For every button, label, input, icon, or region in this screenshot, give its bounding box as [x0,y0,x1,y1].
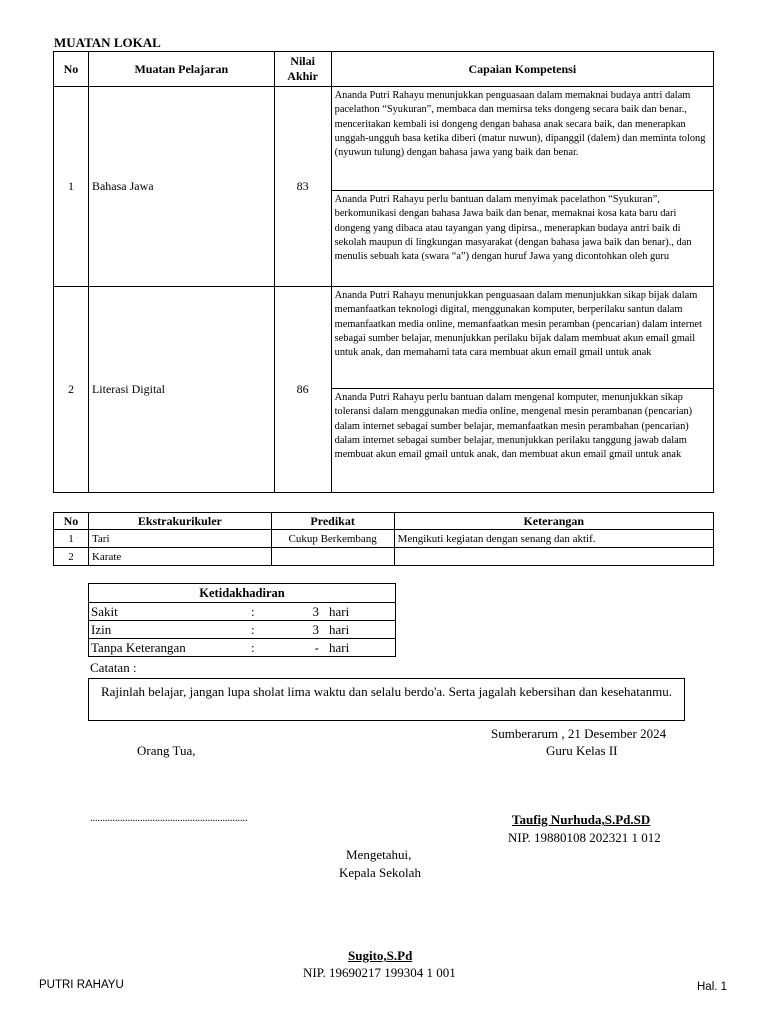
competency-achieved: Ananda Putri Rahayu menunjukkan penguasaan dalam memaknai budaya antri dalam pacelathon “Syukuran”, membaca dan memirsa teks dongeng secara baik dan benar., menceritakan kembali isi dongeng dengan bahasa anak secara baik, dan menerapkan unggah-ungguh basa ketika diberi (matur nuwun), dipanggil (dalem) dan meminta tolong (nyuwun tulung) dengan bahasa jawa yang baik dan benar. [331,87,713,191]
acknowledged-label: Mengetahui, [346,847,412,862]
teacher-label: Guru Kelas II [546,743,618,758]
teacher-nip: NIP. 19880108 202321 1 012 [508,830,661,845]
table-row [54,530,714,548]
row-score: 83 [274,87,331,287]
notes-box: Rajinlah belajar, jangan lupa sholat lima waktu dan selalu berdo'a. Serta jagalah kebersihan dan kesehatanmu. [88,678,685,721]
principal-nip: NIP. 19690217 199304 1 001 [303,965,456,980]
table-row [54,87,714,191]
absence-header [89,584,396,603]
principal-name: Sugito,S.Pd [348,948,413,963]
competency-achieved: Ananda Putri Rahayu menunjukkan penguasaan dalam menunjukkan sikap bijak dalam memanfaatkan teknologi digital, menggunakan komputer, berperilaku santun dalam memanfaatkan media online, memanfaatkan mesin peramban (pencarian) dalam internet sebagai sumber belajar, menunjukkan perilaku bijak dalam membuat akun email gmail untuk anak, dan memahami tata cara membuat akun email gmail untuk anak [331,287,713,389]
header-no: No [54,52,89,87]
absence-colon: : [251,639,269,657]
extra-no: 2 [54,548,89,566]
header-extracurricular: Ekstrakurikuler [88,513,271,530]
subjects-table [53,51,714,493]
footer-student-name: PUTRI RAHAYU [39,979,124,991]
row-score: 86 [274,287,331,493]
parent-signature-line: ............................................................... [90,813,248,824]
principal-label: Kepala Sekolah [339,865,421,880]
absence-colon: : [251,603,269,621]
header-subject: Muatan Pelajaran [88,52,274,87]
extra-no: 1 [54,530,89,548]
absence-row [89,603,396,621]
absence-unit: hari [323,621,396,639]
extra-predicate [271,548,394,566]
absence-row [89,639,396,657]
extra-note: Mengikuti kegiatan dengan senang dan aktif. [394,530,713,548]
competency-needs-help: Ananda Putri Rahayu perlu bantuan dalam menyimak pacelathon “Syukuran”, berkomunikasi dengan bahasa Jawa baik dan benar, memaknai kosa kata baru dari dongeng yang dibaca atau tayangan yang dipirsa., menerapkan budaya antri baik di sekolah maupun di lingkungan masyarakat (dengan bahasa jawa baik dan benar)., dan menulis sebuah kata (swara “a”) dengan huruf Jawa yang dicontohkan oleh guru [331,191,713,287]
row-no: 2 [54,287,89,493]
table-row [54,548,714,566]
competency-needs-help: Ananda Putri Rahayu perlu bantuan dalam mengenal komputer, menunjukkan sikap toleransi dalam menggunakan media online, mengenal mesin perambanan (pencarian) dalam internet sebagai sumber belajar, memanfaatkan mesin perambahan (pencarian) dalam internet sebagai sumber belajar, menunjukkan perilaku tanggung jawab dalam membuat akun email gmail untuk anak, dan membuat akun email gmail untuk anak [331,389,713,493]
absence-row [89,621,396,639]
extra-note [394,548,713,566]
absence-value: 3 [269,621,323,639]
row-no: 1 [54,87,89,287]
section-title: MUATAN LOKAL [54,35,161,50]
extra-name: Karate [88,548,271,566]
extra-predicate: Cukup Berkembang [271,530,394,548]
absence-label: Sakit [89,603,252,621]
row-subject: Bahasa Jawa [88,87,274,287]
header-score [274,52,331,87]
header-no: No [54,513,89,530]
place-date: Sumberarum , 21 Desember 2024 [491,726,667,741]
absence-label: Tanpa Keterangan [89,639,252,657]
extra-name: Tari [88,530,271,548]
header-predicate: Predikat [271,513,394,530]
absence-unit: hari [323,603,396,621]
extracurricular-table [53,512,714,566]
absence-title: Ketidakhadiran [89,584,396,603]
parent-label: Orang Tua, [137,743,196,758]
footer-page-number: Hal. 1 [697,981,728,993]
notes-label: Catatan : [90,660,137,675]
absence-label: Izin [89,621,252,639]
header-note: Keterangan [394,513,713,530]
table-row [54,287,714,389]
absence-table [88,583,396,657]
teacher-name: Taufig Nurhuda,S.Pd.SD [512,812,651,827]
absence-value: - [269,639,323,657]
table-header-row [54,513,714,530]
table-header-row [54,52,714,87]
header-competency: Capaian Kompetensi [331,52,713,87]
absence-value: 3 [269,603,323,621]
absence-unit: hari [323,639,396,657]
row-subject: Literasi Digital [88,287,274,493]
absence-colon: : [251,621,269,639]
header-score-label: Nilai Akhir [287,54,318,83]
